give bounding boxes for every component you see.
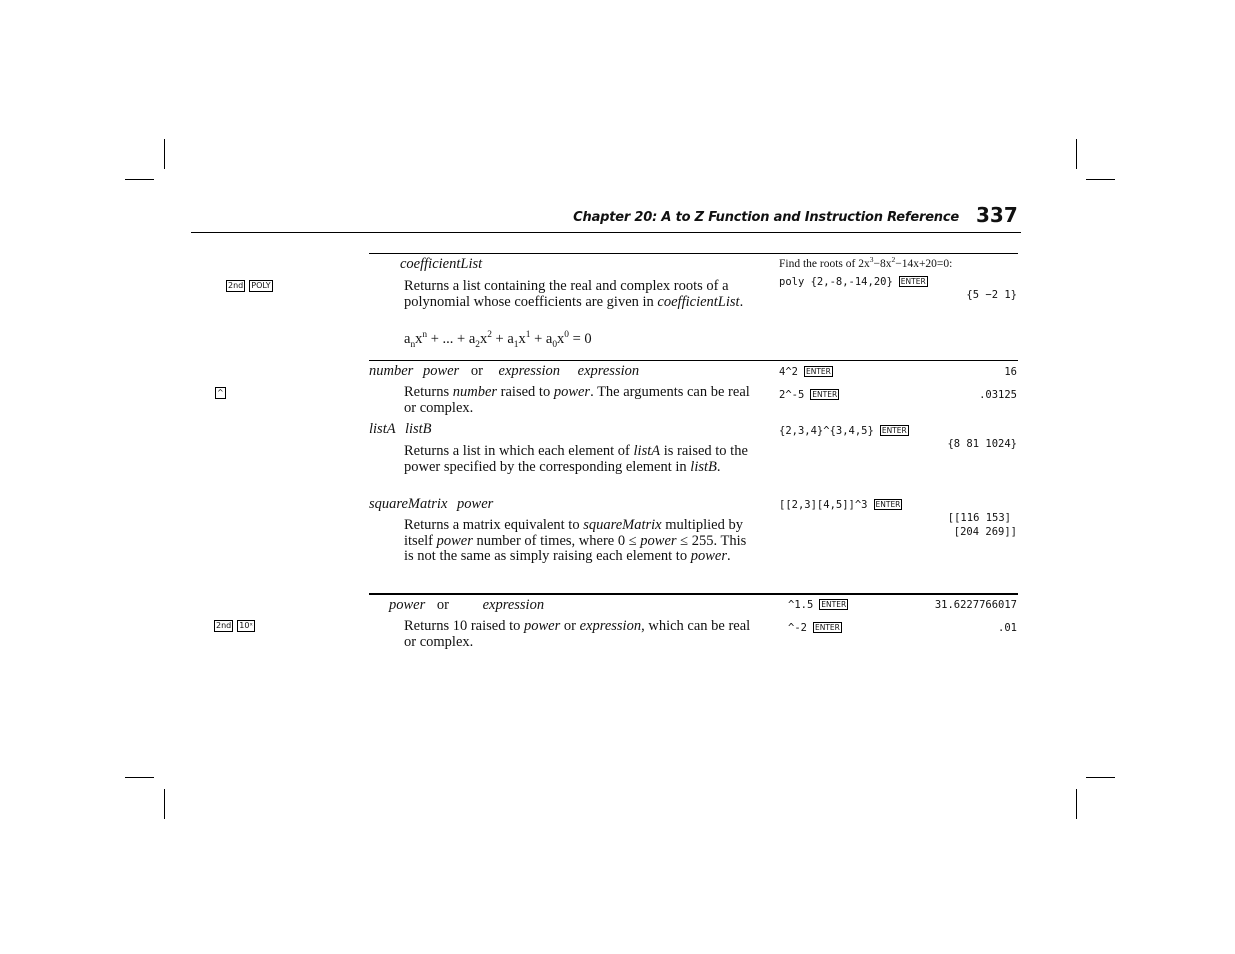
chapter-title: Chapter 20: A to Z Function and Instruction Reference xyxy=(573,210,959,225)
poly-formula: $a_nx^n$ + ... + $a_2x^2 + a_1x^1 + a_0x^0 = 0$ xyxy=(404,330,592,350)
tenpow-key-sequence xyxy=(214,620,255,632)
enter-key: ENTER xyxy=(821,600,847,609)
poly-example-caption: Find the roots of $2x^3-8x^2-14x+20=0$: xyxy=(779,255,953,270)
example-result: [[116 153] xyxy=(947,512,1011,524)
example-result: [204 269]] xyxy=(953,526,1017,538)
key-2nd: 2nd xyxy=(216,621,232,630)
section-rule xyxy=(369,360,1018,361)
crop-mark xyxy=(1086,179,1115,180)
key-10x: 10ˣ xyxy=(239,621,253,630)
example-result: 16 xyxy=(1004,366,1017,378)
example-result: 31.6227766017 xyxy=(934,599,1017,611)
tenpow-syntax: power or expression xyxy=(389,597,545,613)
poly-key-sequence xyxy=(226,280,273,292)
example-input: [[2,3][4,5]]^3 ENTER xyxy=(779,499,901,511)
example-input: {2,3,4}^{3,4,5} ENTER xyxy=(779,425,907,437)
example-result: {8 81 1024} xyxy=(947,438,1017,450)
enter-key: ENTER xyxy=(812,390,838,399)
poly-syntax xyxy=(400,256,482,273)
caret-key: ^ xyxy=(217,388,224,397)
page-number: 337 xyxy=(976,203,1018,227)
crop-mark xyxy=(1076,139,1077,169)
example-input: ^-2 ENTER xyxy=(788,622,840,634)
enter-key: ENTER xyxy=(814,623,840,632)
poly-description: Returns a list containing the real and complex roots of a polynomial whose coefficients are given in coefficientList. xyxy=(404,278,744,310)
crop-mark xyxy=(1086,777,1115,778)
poly-example-input: poly {2,-8,-14,20} ENTER xyxy=(779,276,926,288)
crop-mark xyxy=(125,179,154,180)
enter-key: ENTER xyxy=(875,500,901,509)
crop-mark xyxy=(164,789,165,819)
list-syntax: listA listB xyxy=(369,421,432,437)
key-poly: POLY xyxy=(251,281,271,290)
crop-mark xyxy=(1076,789,1077,819)
example-result: .01 xyxy=(998,622,1017,634)
example-input: ^1.5 ENTER xyxy=(788,599,847,611)
enter-key: ENTER xyxy=(900,277,926,286)
key-2nd: 2nd xyxy=(228,281,244,290)
crop-mark xyxy=(125,777,154,778)
example-input: 4^2 ENTER xyxy=(779,366,831,378)
example-result: .03125 xyxy=(979,389,1017,401)
power-description-matrix: Returns a matrix equivalent to squareMatrix multiplied by itself power number of times, where 0 ≤ power ≤ 255. This is not the same as simply raising each element to power. xyxy=(404,517,747,565)
poly-example-result: {5 −2 1} xyxy=(966,289,1017,301)
power-description-list: Returns a list in which each element of listA is raised to the power specified by the corresponding element in listB. xyxy=(404,443,748,475)
tenpow-description: Returns 10 raised to power or expression, which can be real or complex. xyxy=(404,618,751,650)
enter-key: ENTER xyxy=(805,367,831,376)
power-description-number: Returns number raised to power. The arguments can be real or complex. xyxy=(404,384,750,416)
power-syntax: number power or expression expression xyxy=(369,363,640,379)
section-rule xyxy=(369,253,1018,254)
enter-key: ENTER xyxy=(881,426,907,435)
syntax-arg: coefficientList xyxy=(400,256,483,272)
matrix-syntax: squareMatrix power xyxy=(369,496,494,512)
power-key xyxy=(215,387,226,399)
example-input: 2^-5 ENTER xyxy=(779,389,838,401)
crop-mark xyxy=(164,139,165,169)
section-rule xyxy=(369,593,1018,595)
header-rule xyxy=(191,232,1021,233)
